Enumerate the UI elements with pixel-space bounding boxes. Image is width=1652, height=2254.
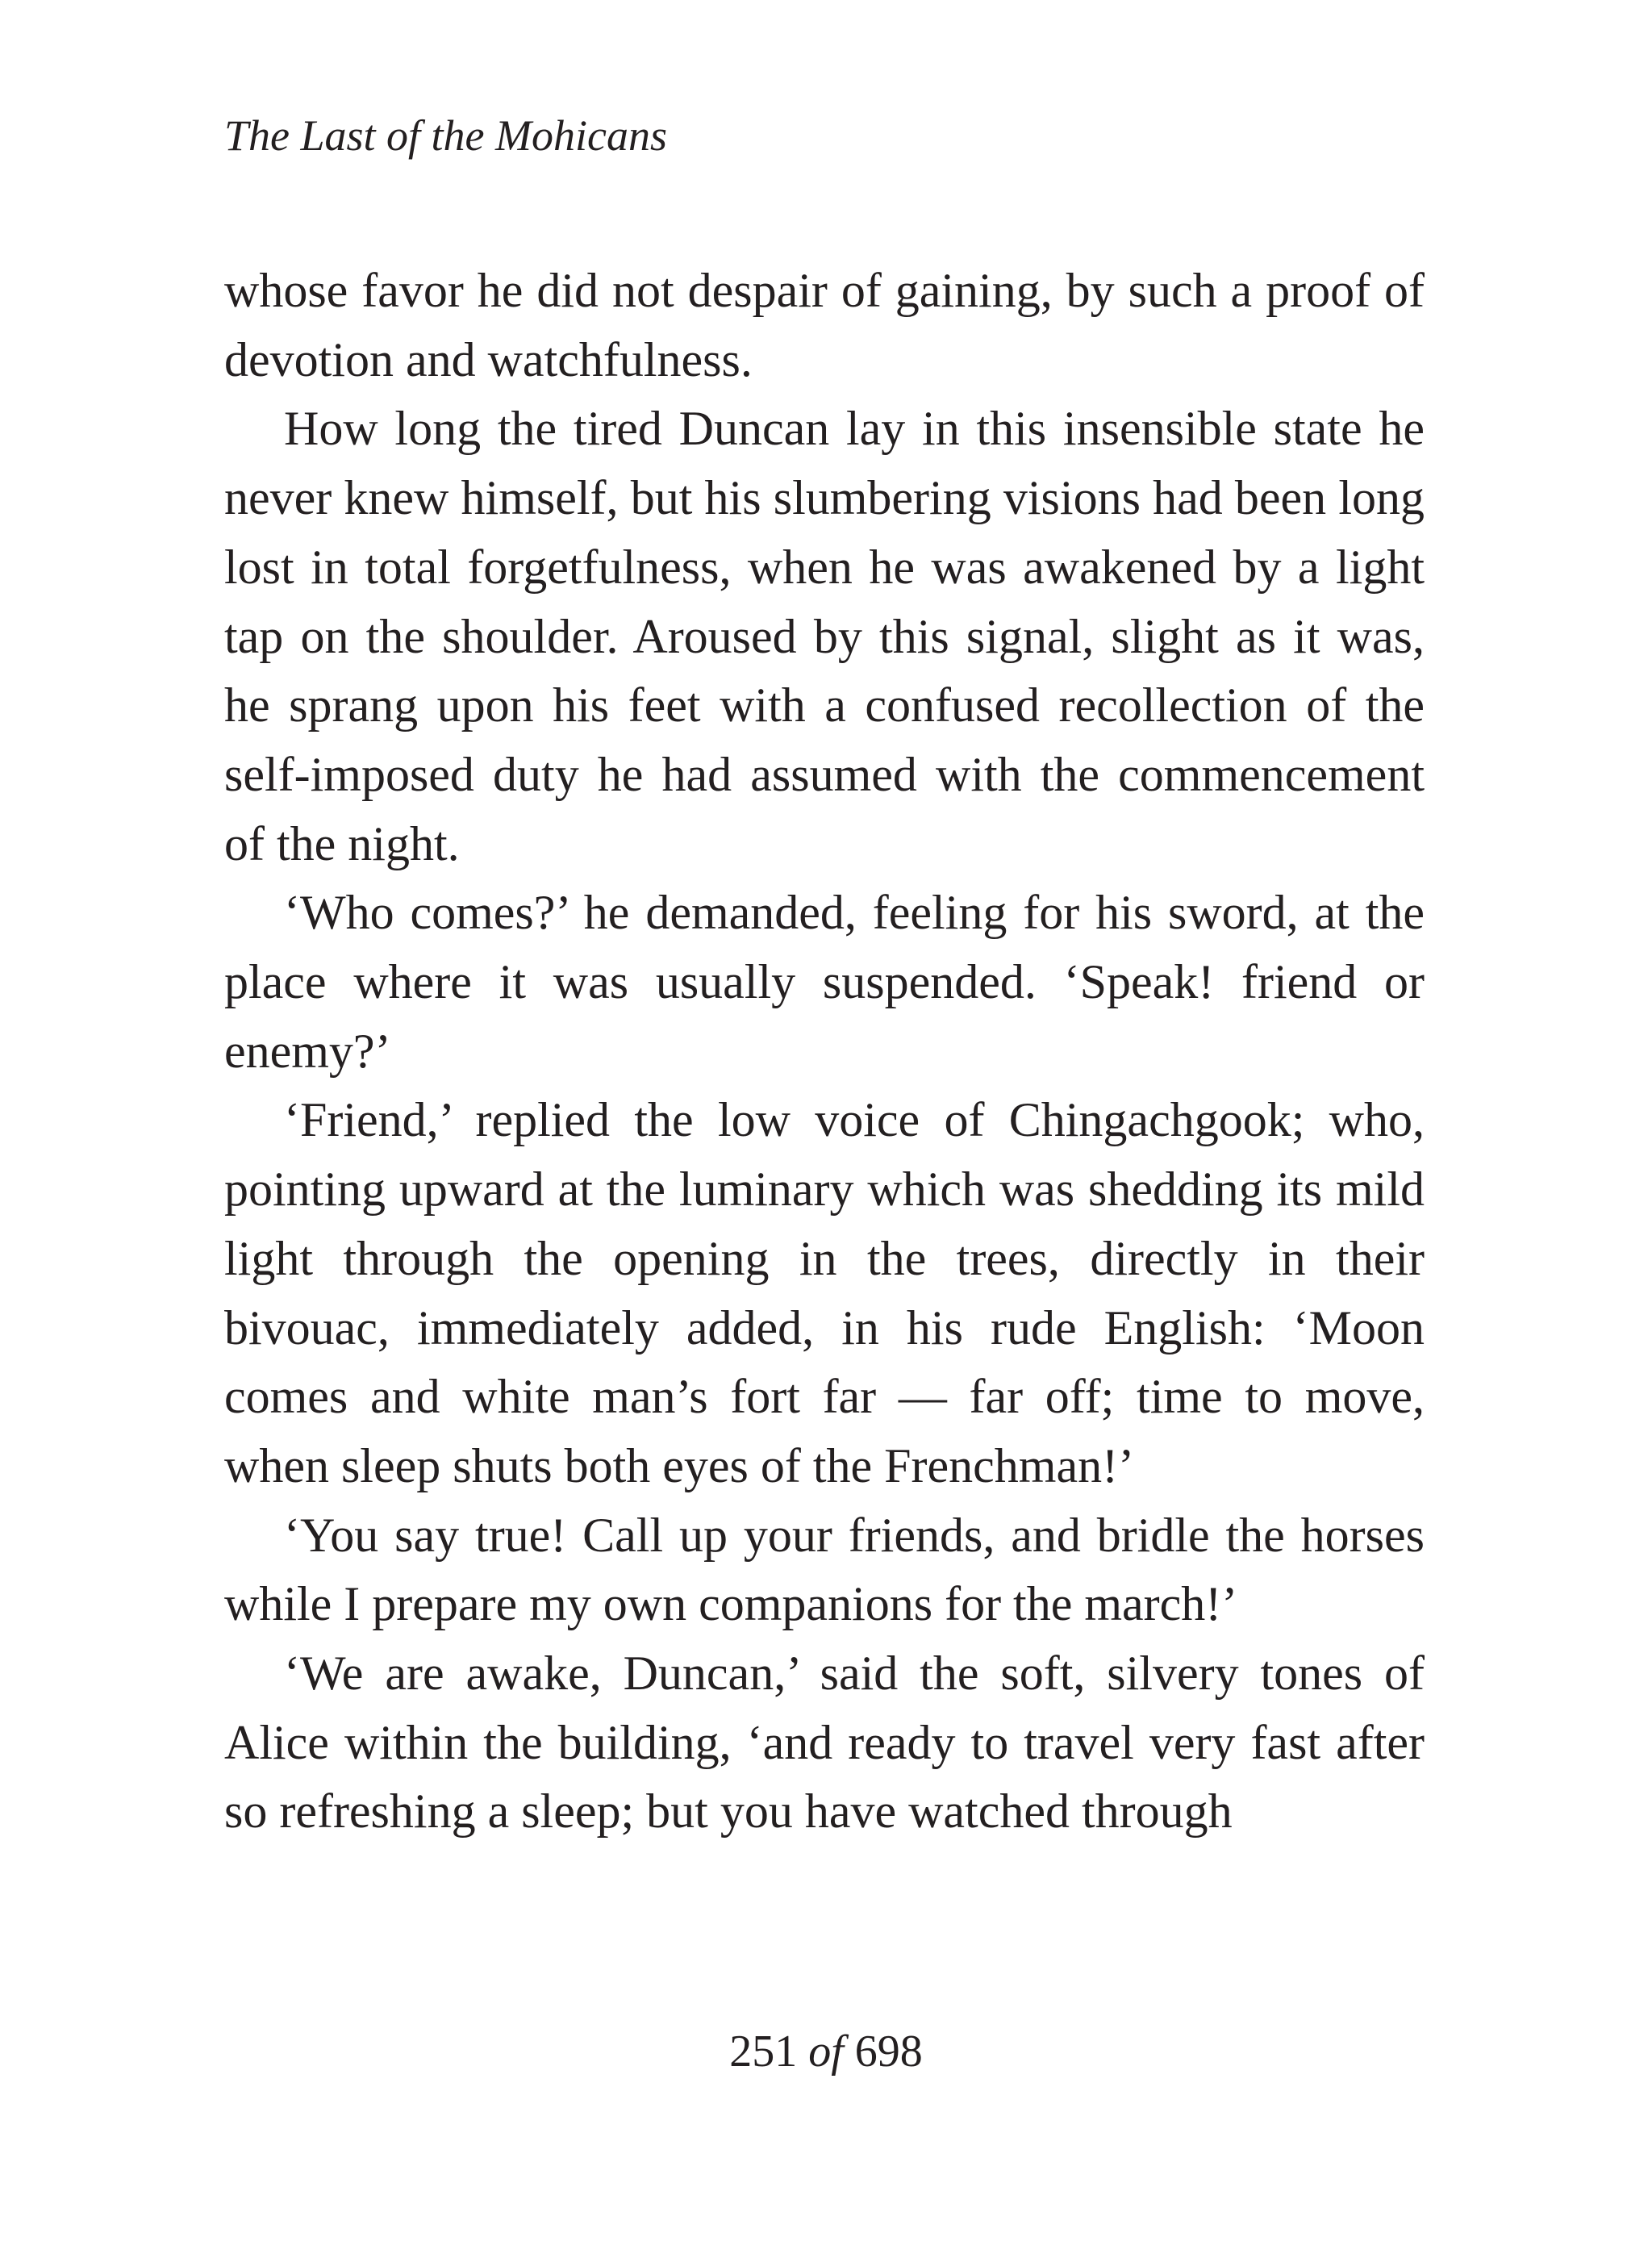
running-title: The Last of the Mohicans xyxy=(224,111,667,160)
paragraph: ‘Who comes?’ he demanded, feeling for his sword, at the place where it was usually suspended. ‘Speak! friend or enemy?’ xyxy=(224,886,1425,1078)
body-text xyxy=(224,257,1425,1847)
page-number xyxy=(0,2019,1652,2084)
current-page: 251 xyxy=(729,2027,798,2077)
paragraph: How long the tired Duncan lay in this insensible state he never knew himself, but his slumbering visions had been long lost in total forgetfulness, when he was awakened by a light tap on the shoulder. Aroused by this signal, slight as it was, he sprang upon his feet with a confused recollection of the self-imposed duty he had assumed with the commencement of the night. xyxy=(224,402,1425,870)
paragraph: ‘You say true! Call up your friends, and bridle the horses while I prepare my own companions for the march!’ xyxy=(224,1508,1425,1631)
paragraph: ‘We are awake, Duncan,’ said the soft, silvery tones of Alice within the building, ‘and ready to travel very fast after so refreshing a sleep; but you have watched through xyxy=(224,1647,1425,1839)
paragraph: ‘Friend,’ replied the low voice of Chingachgook; who, pointing upward at the luminary which was shedding its mild light through the opening in the trees, directly in their bivouac, immediately added, in his rude English: ‘Moon comes and white man’s fort far — far off; time to move, when sleep shuts both eyes of the Frenchman!’ xyxy=(224,1093,1425,1492)
paragraph-continued: whose favor he did not despair of gaining, by such a proof of devotion and watchfulness. xyxy=(224,264,1425,386)
total-pages: 698 xyxy=(854,2027,923,2077)
page-separator: of xyxy=(808,2027,844,2077)
